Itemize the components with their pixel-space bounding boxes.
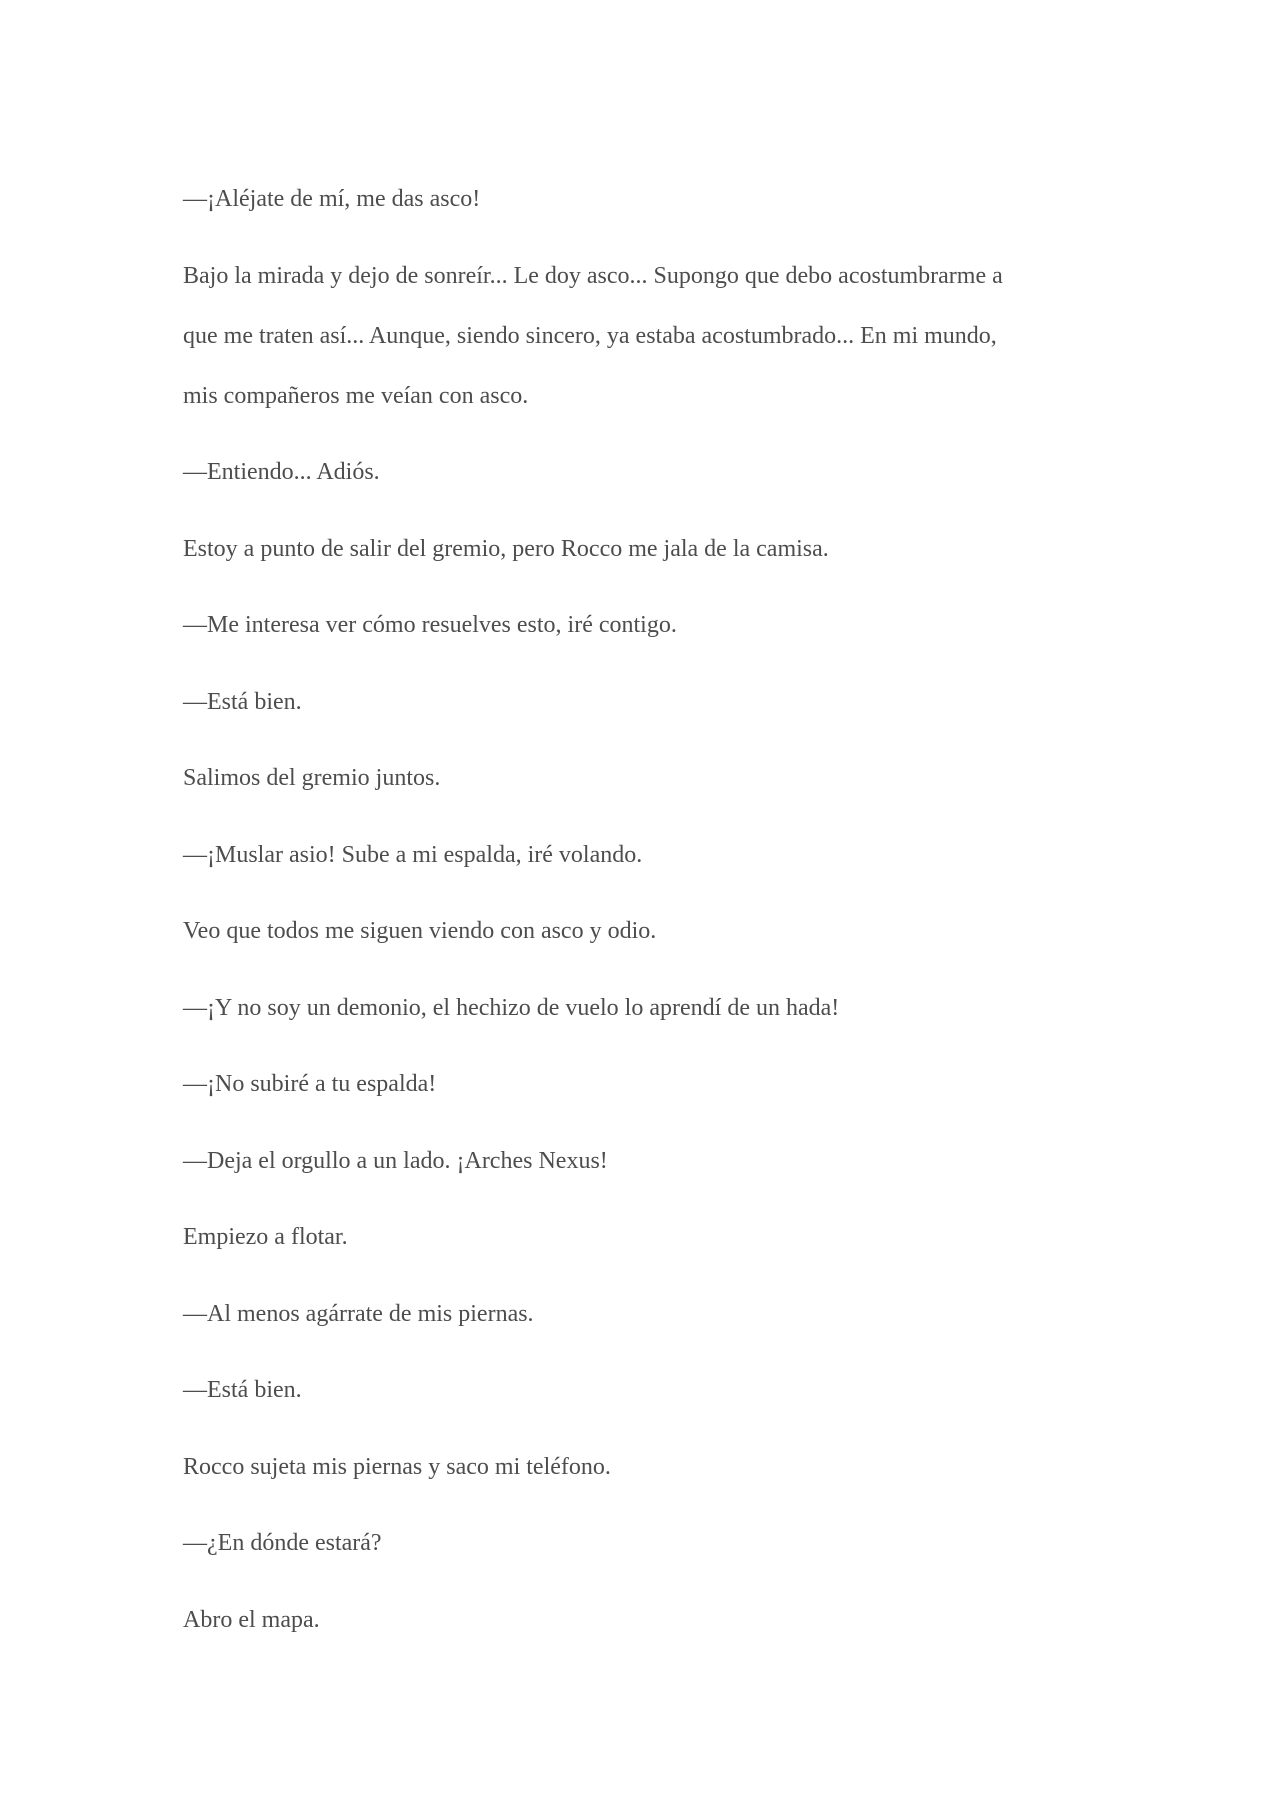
text-line: Bajo la mirada y dejo de sonreír... Le doy asco... Supongo que debo acostumbrarme a <box>183 262 1003 289</box>
dialogue-paragraph <box>183 1513 1130 1573</box>
text-line: —¡Y no soy un demonio, el hechizo de vuelo lo aprendí de un hada! <box>183 994 840 1021</box>
narration-paragraph <box>183 1590 1130 1650</box>
dialogue-paragraph <box>183 1284 1130 1344</box>
text-line: —Deja el orgullo a un lado. ¡Arches Nexus! <box>183 1147 608 1174</box>
text-line: Abro el mapa. <box>183 1606 320 1633</box>
text-line: —Me interesa ver cómo resuelves esto, iré contigo. <box>183 612 677 638</box>
text-line: —¿En dónde estará? <box>183 1530 382 1556</box>
dialogue-paragraph <box>183 672 1130 732</box>
text-line: Salimos del gremio juntos. <box>183 765 441 791</box>
dialogue-paragraph <box>183 1054 1130 1114</box>
dialogue-paragraph <box>183 169 1130 229</box>
dialogue-paragraph <box>183 825 1130 885</box>
narration-paragraph <box>183 1437 1130 1497</box>
dialogue-paragraph <box>183 595 1130 655</box>
narration-paragraph <box>183 901 1130 961</box>
text-line: Estoy a punto de salir del gremio, pero Rocco me jala de la camisa. <box>183 535 829 562</box>
narration-paragraph <box>183 1207 1130 1267</box>
text-line: —Está bien. <box>183 1377 302 1403</box>
dialogue-paragraph <box>183 442 1130 502</box>
text-line: —¡Muslar asio! Sube a mi espalda, iré volando. <box>183 841 643 868</box>
dialogue-paragraph <box>183 978 1130 1038</box>
text-line: Veo que todos me siguen viendo con asco y odio. <box>183 918 657 944</box>
text-line: Empiezo a flotar. <box>183 1224 348 1250</box>
narration-paragraph <box>183 748 1130 808</box>
text-line: —¡No subiré a tu espalda! <box>183 1071 437 1097</box>
text-line: —Entiendo... Adiós. <box>183 459 380 485</box>
text-line: —Está bien. <box>183 688 302 715</box>
narration-paragraph <box>183 519 1130 579</box>
text-line: mis compañeros me veían con asco. <box>183 382 529 409</box>
text-line: que me traten así... Aunque, siendo sincero, ya estaba acostumbrado... En mi mundo, <box>183 322 997 349</box>
text-line: Rocco sujeta mis piernas y saco mi teléfono. <box>183 1453 611 1480</box>
dialogue-paragraph <box>183 1131 1130 1191</box>
narration-paragraph <box>183 246 1130 426</box>
text-line: —¡Aléjate de mí, me das asco! <box>183 186 481 212</box>
dialogue-paragraph <box>183 1360 1130 1420</box>
text-line: —Al menos agárrate de mis piernas. <box>183 1300 534 1327</box>
